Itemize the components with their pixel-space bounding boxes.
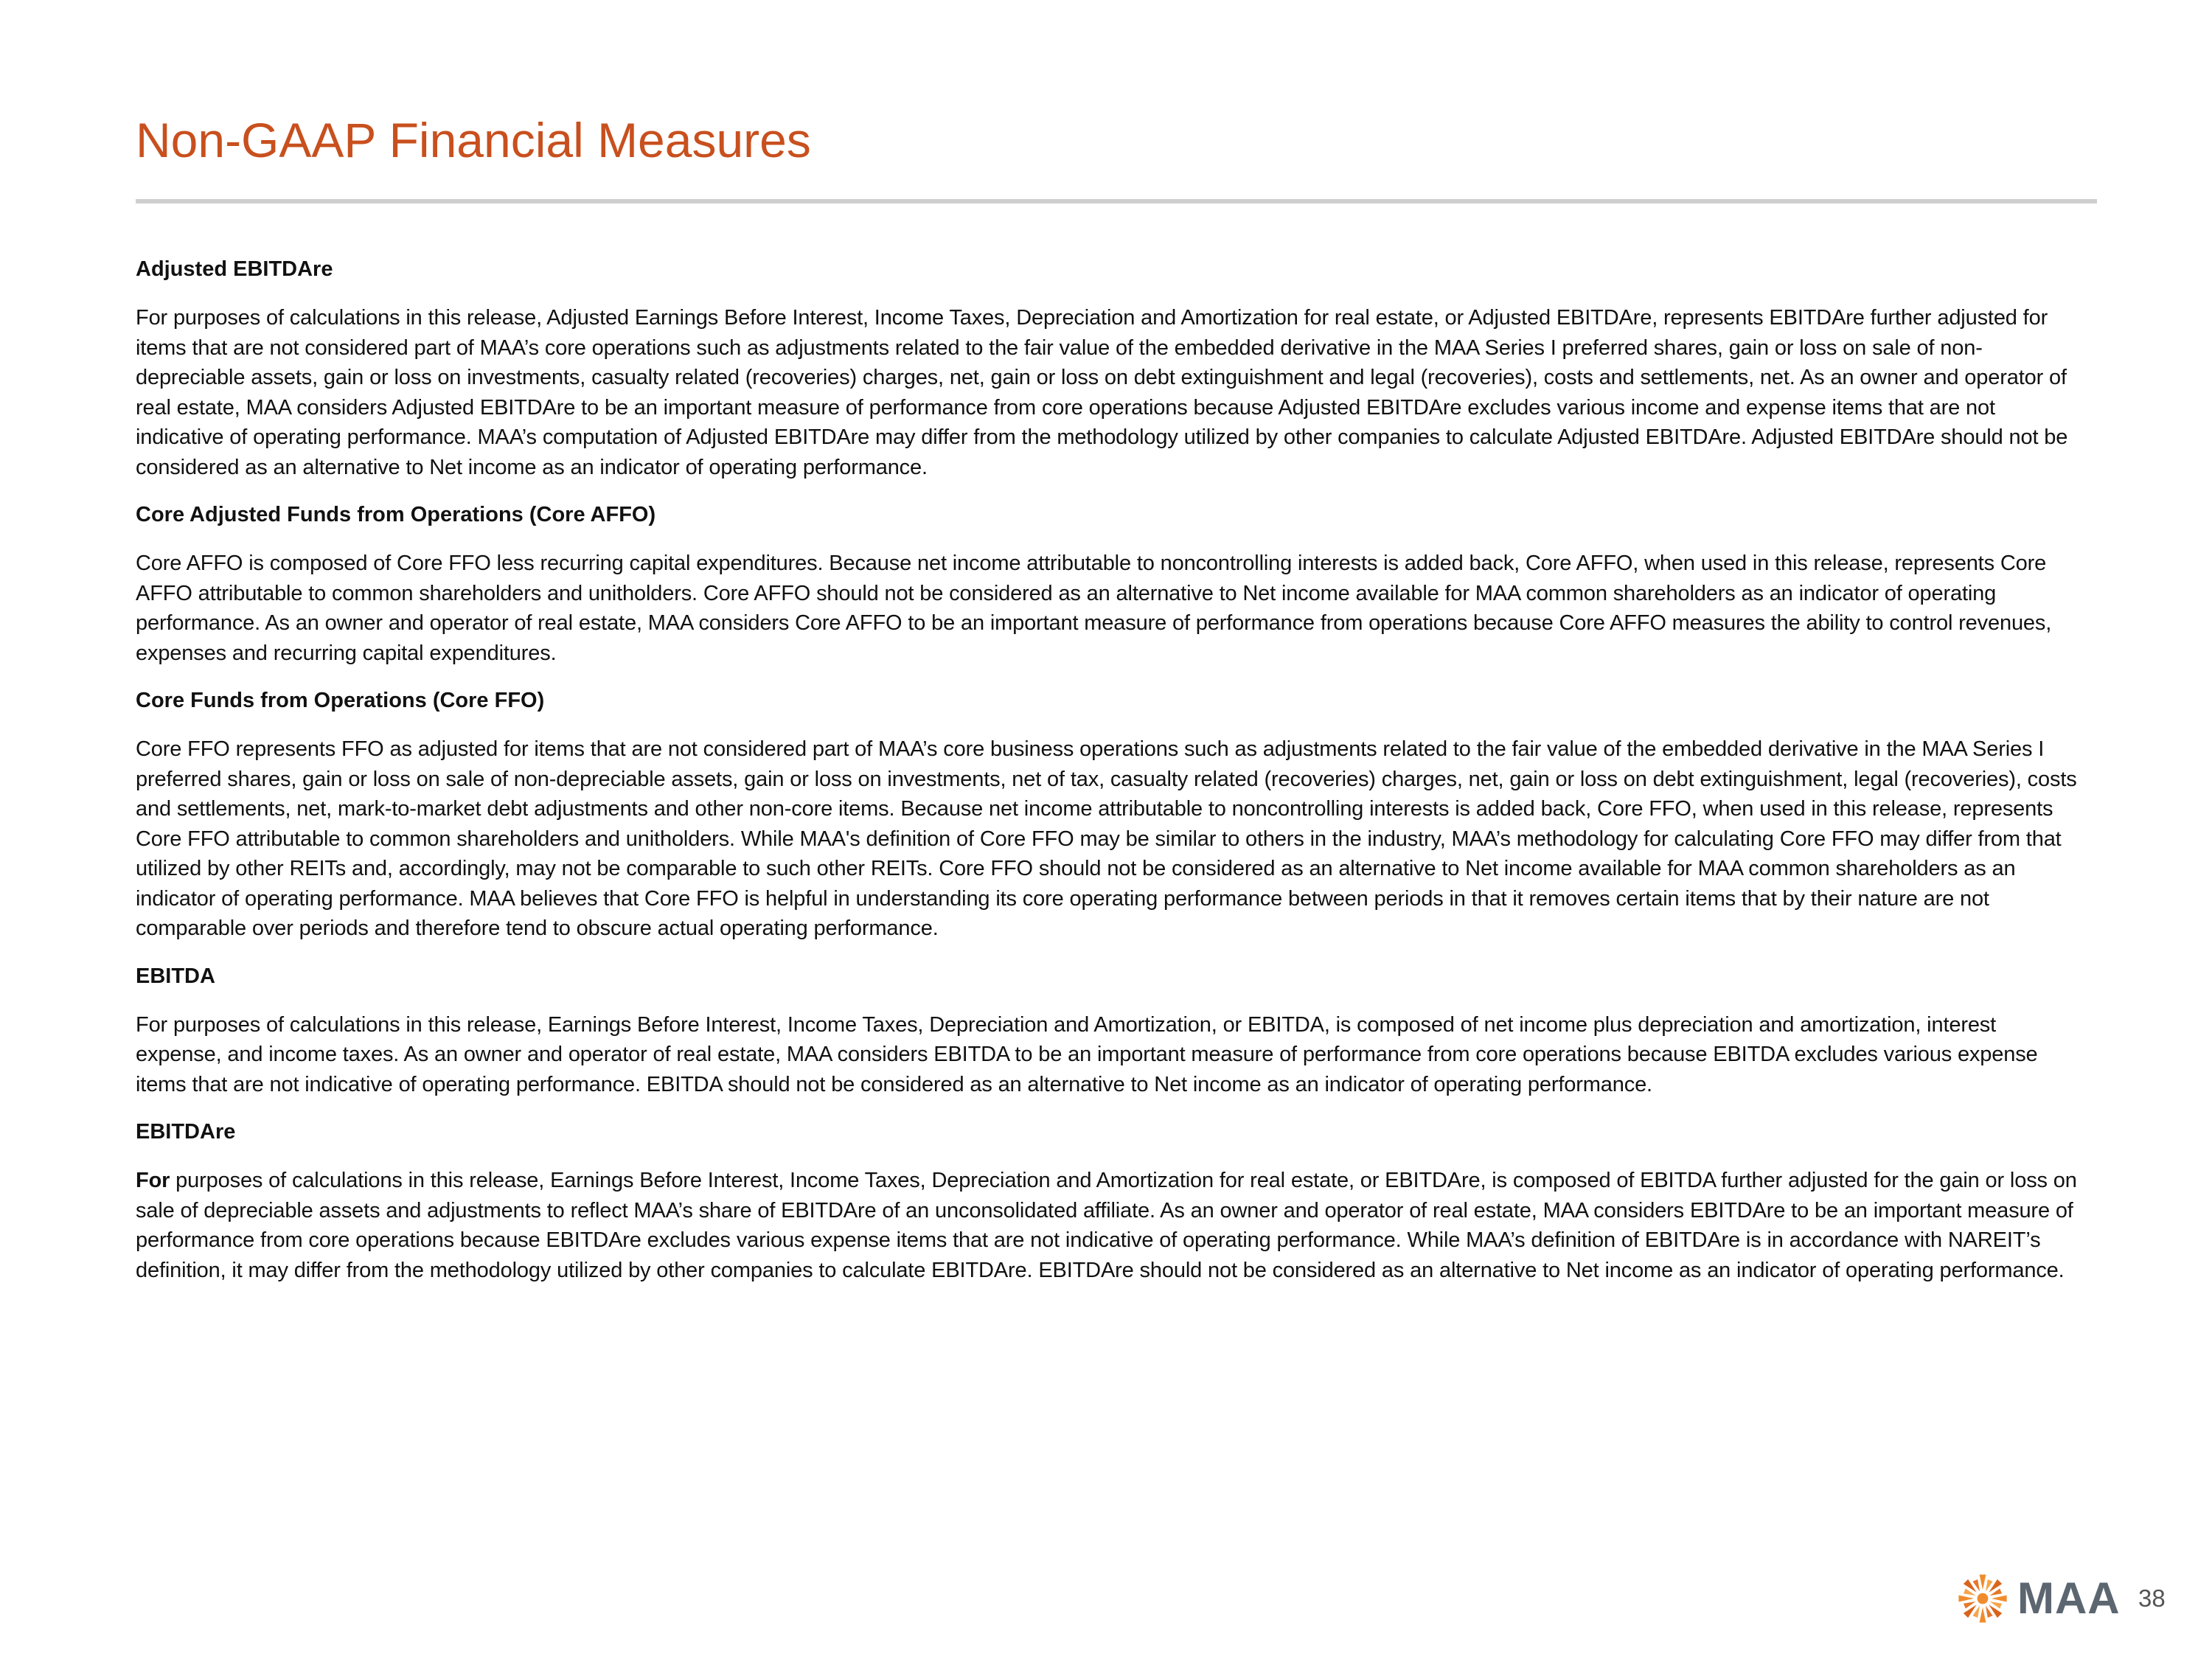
page-title: Non-GAAP Financial Measures	[136, 113, 811, 167]
section-adjusted-ebitdare	[136, 254, 2082, 482]
section-body-text: purposes of calculations in this release, Earnings Before Interest, Income Taxes, Depreciation and Amortization for real estate, or EBITDAre, is composed of EBITDA further adjusted for the gain or loss on sale of depreciable assets and adjustments to reflect MAA’s share of EBITDAre of an unconsolidated affiliate. As an owner and operator of real estate, MAA considers EBITDAre to be an important measure of performance from core operations because EBITDAre excludes various expense items that are not indicative of operating performance. While MAA’s definition of EBITDAre is in accordance with NAREIT’s definition, it may differ from the methodology utilized by other companies to calculate EBITDAre. EBITDAre should not be considered as an alternative to Net income as an indicator of operating performance.	[136, 1169, 2077, 1282]
section-core-ffo	[136, 686, 2082, 944]
title-divider	[136, 199, 2097, 204]
section-heading: Core Funds from Operations (Core FFO)	[136, 689, 545, 712]
section-heading: Adjusted EBITDAre	[136, 257, 333, 281]
section-heading: EBITDA	[136, 964, 215, 988]
section-body: Core FFO represents FFO as adjusted for items that are not considered part of MAA’s core business operations such as adjustments related to the fair value of the embedded derivative in the MAA Series I preferred shares, gain or loss on sale of non-depreciable assets, gain or loss on investments, net of tax, casualty related (recoveries) charges, net, gain or loss on debt extinguishment, legal (recoveries), costs and settlements, net, mark-to-market debt adjustments and other non-core items. Because net income attributable to noncontrolling interests is added back, Core FFO, when used in this release, represents Core FFO attributable to common shareholders and unitholders. While MAA's definition of Core FFO may be similar to others in the industry, MAA’s methodology for calculating Core FFO may differ from that utilized by other REITs and, accordingly, may not be comparable to such other REITs. Core FFO should not be considered as an alternative to Net income available for MAA common shareholders as an indicator of operating performance. MAA believes that Core FFO is helpful in understanding its core operating performance between periods in that it removes certain items that by their nature are not comparable over periods and therefore tend to obscure actual operating performance.	[136, 737, 2077, 940]
section-heading: EBITDAre	[136, 1120, 236, 1144]
logo-wordmark: MAA	[2017, 1573, 2121, 1623]
section-heading: Core Adjusted Funds from Operations (Core AFFO)	[136, 503, 656, 526]
section-ebitda	[136, 961, 2082, 1100]
section-body: Core AFFO is composed of Core FFO less recurring capital expenditures. Because net income attributable to noncontrolling interests is added back, Core AFFO, when used in this release, represents Core AFFO attributable to common shareholders and unitholders. Core AFFO should not be considered as an alternative to Net income available for MAA common shareholders as an indicator of operating performance. As an owner and operator of real estate, MAA considers Core AFFO to be an important measure of performance from operations because Core AFFO measures the ability to control revenues, expenses and recurring capital expenditures.	[136, 552, 2052, 665]
definitions-content	[136, 254, 2082, 1303]
maa-logo	[1955, 1569, 2121, 1628]
section-core-affo	[136, 500, 2082, 668]
section-ebitdare	[136, 1117, 2082, 1285]
section-body-lead: For	[136, 1169, 170, 1192]
maa-starburst-icon	[1955, 1571, 2010, 1626]
page-number: 38	[2138, 1585, 2166, 1612]
section-body: For purposes of calculations in this release, Adjusted Earnings Before Interest, Income Taxes, Depreciation and Amortization for real estate, or Adjusted EBITDAre, represents EBITDAre further adjusted for items that are not considered part of MAA’s core operations such as adjustments related to the fair value of the embedded derivative in the MAA Series I preferred shares, gain or loss on sale of non-depreciable assets, gain or loss on investments, casualty related (recoveries) charges, net, gain or loss on debt extinguishment and legal (recoveries), costs and settlements, net. As an owner and operator of real estate, MAA considers Adjusted EBITDAre to be an important measure of performance from core operations because Adjusted EBITDAre excludes various income and expense items that are not indicative of operating performance. MAA’s computation of Adjusted EBITDAre may differ from the methodology utilized by other companies to calculate Adjusted EBITDAre. Adjusted EBITDAre should not be considered as an alternative to Net income as an indicator of operating performance.	[136, 306, 2068, 479]
section-body	[136, 1166, 2082, 1285]
section-body: For purposes of calculations in this release, Earnings Before Interest, Income Taxes, Depreciation and Amortization, or EBITDA, is composed of net income plus depreciation and amortization, interest expense, and income taxes. As an owner and operator of real estate, MAA considers EBITDA to be an important measure of performance from core operations because EBITDA excludes various expense items that are not indicative of operating performance. EBITDA should not be considered as an alternative to Net income as an indicator of operating performance.	[136, 1012, 2038, 1096]
